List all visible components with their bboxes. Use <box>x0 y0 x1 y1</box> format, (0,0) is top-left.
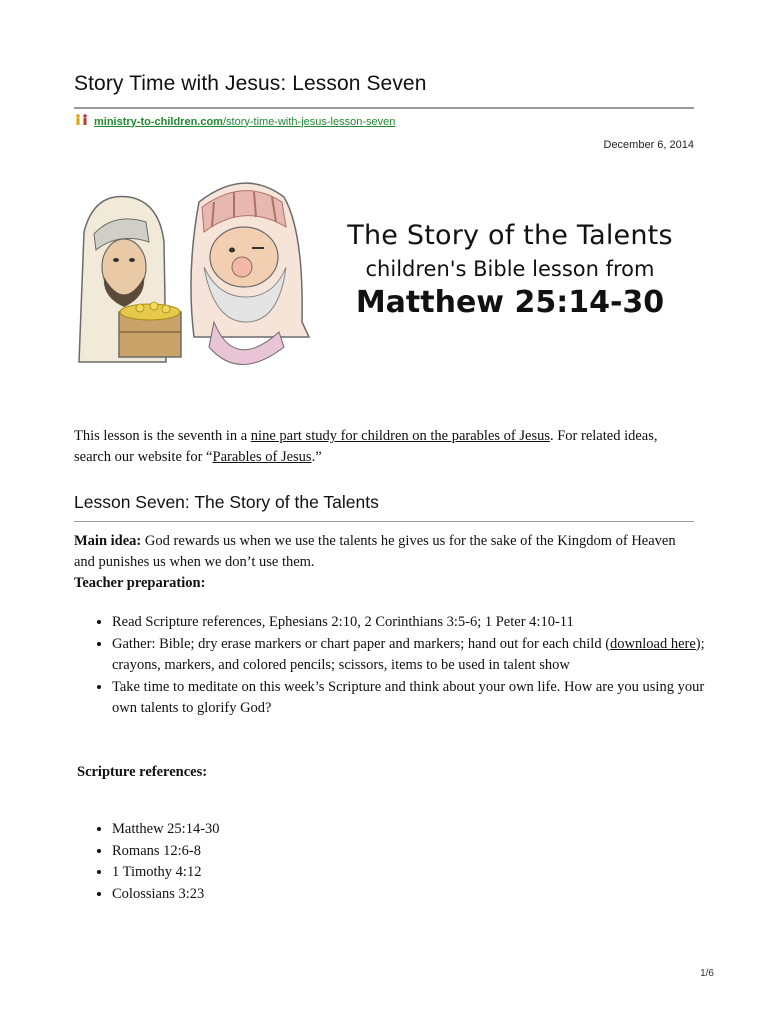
heading-divider <box>74 521 694 522</box>
teacher-prep-label: Teacher preparation: <box>74 575 206 591</box>
page-title: Story Time with Jesus: Lesson Seven <box>74 72 427 95</box>
publish-date: December 6, 2014 <box>603 139 694 151</box>
list-item: • 1 Timothy 4:12 <box>112 862 712 884</box>
main-idea-label: Main idea: <box>74 533 142 549</box>
intro-text-3: .” <box>311 449 322 465</box>
hero-title: The Story of the Talents <box>347 220 673 251</box>
intro-paragraph <box>74 426 694 468</box>
source-link-row <box>74 114 395 129</box>
hero-scripture: Matthew 25:14-30 <box>355 285 665 320</box>
prep-item-text: Gather: Bible; dry erase markers or chart paper and markers; hand out for each child ( <box>112 635 611 652</box>
intro-text-2: . For related ideas, search our website for “ <box>74 428 658 465</box>
hero-title-block <box>320 220 700 320</box>
scripture-list <box>74 819 712 905</box>
list-item: • Take time to meditate on this week’s Scripture and think about your own life. How are you using your own talents to glorify God? <box>112 677 712 720</box>
list-item: • Read Scripture references, Ephesians 2:10, 2 Corinthians 3:5-6; 1 Peter 4:10-11 <box>112 612 712 634</box>
parable-illustration <box>74 172 314 387</box>
list-item: • Matthew 25:14-30 <box>112 819 712 841</box>
prep-item-text: ); crayons, markers, and colored pencils; scissors, items to be used in talent show <box>112 635 705 673</box>
lesson-heading: Lesson Seven: The Story of the Talents <box>74 492 379 512</box>
intro-text-1: This lesson is the seventh in a <box>74 428 251 444</box>
list-item: • Romans 12:6-8 <box>112 841 712 863</box>
main-idea-text: God rewards us when we use the talents he gives us for the sake of the Kingdom of Heaven and punishes us when we don’t use them. <box>74 533 676 570</box>
list-item: • Colossians 3:23 <box>112 884 712 906</box>
page-number: 1/6 <box>700 968 714 979</box>
title-divider <box>74 107 694 109</box>
teacher-prep-list <box>74 612 712 720</box>
list-item <box>112 634 712 677</box>
main-idea-paragraph <box>74 531 694 594</box>
hero-banner <box>74 172 694 387</box>
source-domain: ministry-to-children.com <box>94 115 223 128</box>
source-path: /story-time-with-jesus-lesson-seven <box>222 115 396 128</box>
download-link[interactable]: download here <box>610 635 696 652</box>
parables-study-link[interactable]: nine part study for children on the parables of Jesus <box>250 428 550 444</box>
parables-search-link[interactable]: Parables of Jesus <box>212 449 312 465</box>
hero-subtitle: children's Bible lesson from <box>365 257 655 281</box>
scripture-label: Scripture references: <box>77 764 208 780</box>
site-logo-icon <box>74 114 90 129</box>
scripture-label-paragraph <box>77 762 697 783</box>
source-url-link[interactable] <box>94 116 395 128</box>
